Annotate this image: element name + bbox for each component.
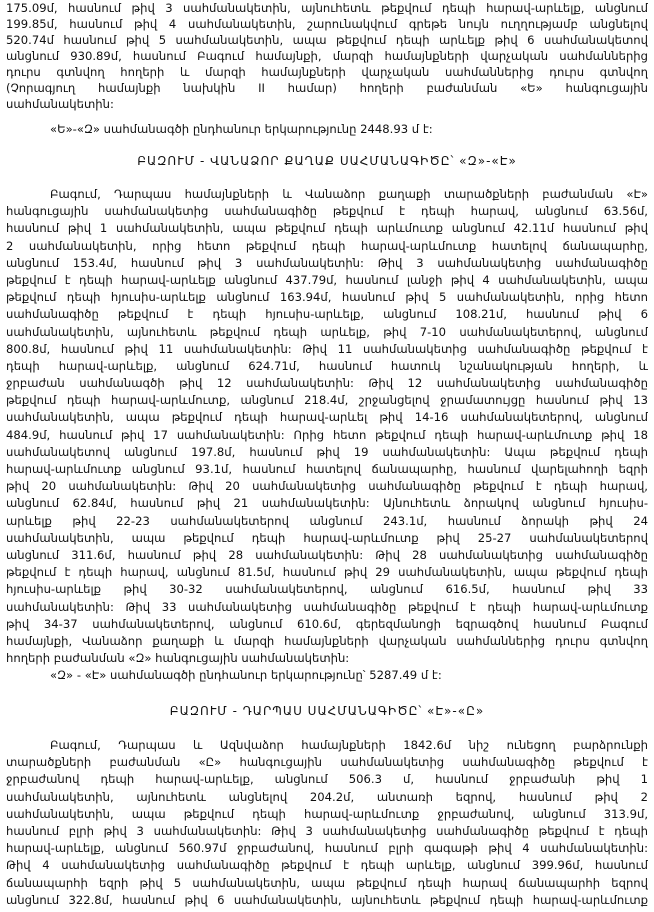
summary-e-z: «Ե»-«Զ» սահմանագծի ընդհանուր երկարությունը 2448.93 մ է: xyxy=(50,122,433,136)
text-line: ջրբաժան սահմանագծի թիվ 12 սահմանակետին: Թիվ 12 սահմանակետից սահմանագիծը xyxy=(6,376,648,391)
text-line: 199.85մ, հասնում թիվ 4 սահմանակետին, շարունակվում գրեթե նույն ուղղությամբ անցնելով xyxy=(6,17,648,31)
text-line: սահմանակետին, ապա թեքվում դեպի հարավ-արևմուտք ջրբաժանով, անցնում 313.9մ, xyxy=(6,806,648,821)
text-line: սահմանակետին: xyxy=(6,97,114,111)
text-line: թեքվում դեպի հյուսիս-արևելք անցնում 163.94մ, հասնում թիվ 5 սահմանակետին, որից հետո xyxy=(6,290,648,305)
text-line: ջրբաժանով դեպի հարավ-արևելք, անցնում 506.3 մ, հասնում ջրբաժանի թիվ 1 xyxy=(6,772,648,787)
text-line: թեքվում է դեպի հարավ, անցնում 81.5մ, հասնում թիվ 29 սահմանակետին, ապա թեքվում դեպի xyxy=(6,565,648,580)
text-line: արևելք թիվ 22-23 սահմանակետերով անցնում 243.1մ, հասնում ձորակի թիվ 24 xyxy=(6,513,648,528)
text-line: 484.9մ, հասնում թիվ 17 սահմանակետին: Որից հետո թեքվում դեպի հարավ-արևմուտք թիվ 18 xyxy=(6,427,648,442)
paragraph-2 xyxy=(6,186,648,667)
text-line: թեքվում դեպի հարավ-արևմուտք, անցնում 218.4մ, շրջանցելով ջրամատույցը հասնում թիվ 13 xyxy=(6,393,648,408)
text-line: 2 սահմանակետին, որից հետո թեքվում դեպի հարավ-արևմուտք հատելով ճանապարհը, xyxy=(6,238,648,253)
text-line: ճանապարհի եզրի թիվ 5 սահմանակետին, ապա թեքվում դեպի հարավ ճանապարհի եզրով xyxy=(6,875,648,890)
text-line: 520.74մ հասնում թիվ 5 սահմանակետին, ապա թեքվում դեպի արևելք թիվ 6 սահմանակետով xyxy=(6,33,648,47)
text-line: անցնում 153.4մ, հասնում թիվ 3 սահմանակետին: Թիվ 3 սահմանակետից սահմանագիծը xyxy=(6,255,648,270)
text-line: հարավ-արևմուտք անցնում 93.1մ, հասնում հատելով ճանապարհը, հասնում վարելահողի եզրի xyxy=(6,462,648,476)
text-line: հարավ-արևելք, անցնում 560.97մ ջրբաժանով, հասնում բլրի գագաթի թիվ 4 սահմանակետին: xyxy=(6,841,648,856)
text-line: սահմանակետին: Թիվ 33 սահմանակետից սահմանագիծը թեքվում է դեպի հարավ-արևմուտք xyxy=(6,599,648,614)
text-line: սահմանակետին, ապա թեքվում դեպի հարավ-արևել թիվ 14-16 սահմանակետերով, անցնում xyxy=(6,410,648,425)
section-heading-z-e: ԲԱԶՈՒՄ - ՎԱՆԱՁՈՐ ՔԱՂԱՔ ՍԱՀՄԱՆԱԳԻԾԸ՝ «Զ»-«Է» xyxy=(137,154,517,168)
text-line: 175.09մ, հասնում թիվ 3 սահմանակետին, այնուհետև թեքվում դեպի հարավ-արևելք, անցնում xyxy=(6,1,648,15)
text-line: Բագում, Դարպաս համայնքների և Վանաձոր քաղաքի տարածքների բաժանման «Է» xyxy=(50,187,648,201)
text-line: համայնքի, Վանաձոր քաղաքի և մարզի համայնքների վարչական սահմաններից դուրս գտնվող xyxy=(6,633,648,648)
text-line: սահմանակետին, այնուհետև թեքվում դեպի արևելք, թիվ 7-10 սահմանակետերով, անցնում xyxy=(6,324,648,339)
text-line: Թիվ 4 սահմանակետից սահմանագիծը թեքվում է դեպի արևելք, անցնում 399.96մ, հասնում xyxy=(6,858,648,873)
text-line: անցնում 311.6մ, հասնում թիվ 28 սահմանակետին: Թիվ 28 սահմանակետից սահմանագիծը xyxy=(6,547,648,562)
text-line: անցնում 930.89մ, հասնում Բագում համայնքի, մարզի համայնքների վարչական սահմաններից xyxy=(6,49,648,63)
text-line: տարածքների բաժանման «Ը» հանգուցային սահմանակետից սահմանագիծը թեքվում է xyxy=(6,755,648,770)
text-line: անցնում 322.8մ, հասնում թիվ 6 սահմանակետին, այնուհետև թեքվում դեպի հարավ-արևմուտք xyxy=(6,892,648,907)
text-line: հասնում բլրի թիվ 3 սահմանակետին: Թիվ 3 սահմանակետից սահմանագիծը թեքվում է դեպի xyxy=(6,823,648,838)
text-line: հյուսիս-արևելք թիվ 30-32 սահմանակետերով, անցնում 616.5մ, հասնում թիվ 33 xyxy=(6,582,648,597)
text-line: (Չորագյուղ համայնքի նախկին II համար) հողերի բաժանման «Ե» հանգուցային xyxy=(6,81,648,95)
summary-z-e: «Զ» - «Է» սահմանագծի ընդհանուր երկարությունը՝ 5287.49 մ է: xyxy=(50,668,442,682)
paragraph-3 xyxy=(6,737,648,909)
text-line: սահմանակետով անցնում 197.8մ, հասնում թիվ 19 սահմանակետին: Ապա թեքվում դեպի xyxy=(6,444,648,459)
text-line: Բագում, Դարպաս և Ազնվաձոր համայնքների 1842.6մ նիշ ունեցող բարձրունքի xyxy=(50,738,648,752)
text-line: թիվ 34-37 սահմանակետերով, անցնում 610.6մ, գերեզմանոցի եզրագծով հասնում Բագում xyxy=(6,616,648,631)
text-line: սահմանակետին, այնուհետև անցնելով 204.2մ, անտառի եզրով, հասնում թիվ 2 xyxy=(6,789,648,804)
text-line: հողերի բաժանման «Զ» հանգուցային սահմանակետին: xyxy=(6,651,350,666)
text-line: թեքվում է դեպի հարավ-արևելք անցնում 437.79մ, հասնում լանջի թիվ 4 սահմանակետին, ապա xyxy=(6,272,648,287)
text-line: սահմանակետին, ապա թեքվում դեպի հարավ-արևմուտք թիվ 25-27 սահմանակետերով xyxy=(6,530,648,545)
text-line: թիվ 20 սահմանակետին: Թիվ 20 սահմանակետից սահմանագիծը թեքվում է դեպի հարավ, xyxy=(6,479,648,494)
text-line: անցնում 62.84մ, հասնում թիվ 21 սահմանակետին: Այնուհետև ձորակով անցնում հյուսիս- xyxy=(6,496,648,511)
text-line: սահմանագիծը թեքվում է դեպի հյուսիս-արևելք, անցնում 108.21մ, հասնում թիվ 6 xyxy=(6,307,648,322)
text-line: հանգուցային սահմանակետից սահմանագիծը թեքվում է դեպի հարավ, անցնում 63.56մ, xyxy=(6,204,648,219)
text-line: 800.8մ, հասնում թիվ 11 սահմանակետին: Թիվ 11 սահմանակետից սահմանագիծը թեքվում է xyxy=(6,341,648,356)
text-line: դուրս գտնվող հողերի և մարզի համայնքների վարչական սահմաններից դուրս գտնվող xyxy=(6,65,648,79)
text-line: հասնում թիվ 1 սահմանակետին, ապա թեքվում դեպի արևմուտք անցնում 42.11մ հասնում թիվ xyxy=(6,221,648,236)
section-heading-e-y: ԲԱԶՈՒՄ - ԴԱՐՊԱՍ ՍԱՀՄԱՆԱԳԻԾԸ՝ «Է»-«Ը» xyxy=(169,704,485,718)
paragraph-1 xyxy=(6,0,648,112)
text-line: դեպի հարավ-արևելք, անցնում 624.71մ, հասնում հատուկ նշանակության հողերի, և xyxy=(6,358,648,373)
